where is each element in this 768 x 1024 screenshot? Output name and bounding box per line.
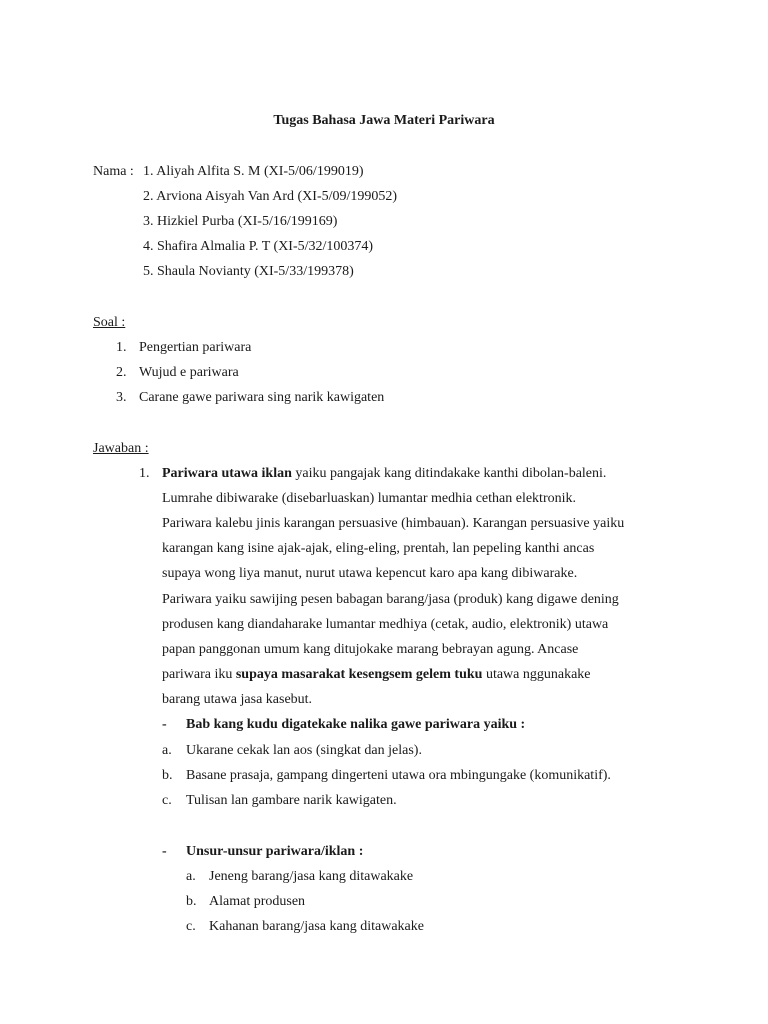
answer-line-4: karangan kang isine ajak-ajak, eling-eling, prentah, lan pepeling kanthi ancas [162,541,595,556]
member-5: 5. Shaula Novianty (XI-5/33/199378) [143,264,354,279]
unsur-letter-c: c. [186,919,196,934]
answer-term: Pariwara utawa iklan [162,466,292,481]
member-4: 4. Shafira Almalia P. T (XI-5/32/100374) [143,239,374,254]
answer-line-10: barang utawa jasa kasebut. [162,692,313,707]
members-label: Nama : [93,164,134,179]
unsur-item-c: Kahanan barang/jasa kang ditawakake [209,919,424,934]
answer-line-1 [162,465,606,483]
soal-item-1: Pengertian pariwara [139,340,252,355]
answer-line-9-post: utawa nggunakake [482,667,591,682]
bab-letter-a: a. [162,743,172,758]
bab-letter-b: b. [162,768,173,783]
soal-item-2: Wujud e pariwara [139,365,239,380]
answer-line-9 [162,666,591,684]
answer-line-8: papan panggonan umum kang ditujokake marang bebrayan agung. Ancase [162,642,579,657]
unsur-letter-a: a. [186,869,196,884]
bab-letter-c: c. [162,793,172,808]
member-2: 2. Arviona Aisyah Van Ard (XI-5/09/199052) [143,189,398,204]
unsur-heading: Unsur-unsur pariwara/iklan : [186,844,364,859]
answer-number: 1. [139,466,150,481]
bab-item-b: Basane prasaja, gampang dingerteni utawa ora mbingungake (komunikatif). [186,768,611,783]
soal-num-2: 2. [116,365,127,380]
jawaban-heading: Jawaban : [93,441,149,456]
answer-line-2: Lumrahe dibiwarake (disebarluaskan) lumantar medhia cethan elektronik. [162,491,576,506]
unsur-item-b: Alamat produsen [209,894,306,909]
bab-item-c: Tulisan lan gambare narik kawigaten. [186,793,397,808]
soal-heading: Soal : [93,315,126,330]
member-1: 1. Aliyah Alfita S. M (XI-5/06/199019) [143,164,364,179]
bab-dash: - [162,717,167,732]
answer-line-9-bold: supaya masarakat kesengsem gelem tuku [235,667,483,682]
answer-line-6: Pariwara yaiku sawijing pesen babagan barang/jasa (produk) kang digawe dening [162,592,619,607]
answer-line-1-text: yaiku pangajak kang ditindakake kanthi dibolan-baleni. [291,466,607,481]
bab-heading: Bab kang kudu digatekake nalika gawe pariwara yaiku : [186,717,526,732]
answer-line-7: produsen kang diandaharake lumantar medhiya (cetak, audio, elektronik) utawa [162,617,609,632]
unsur-dash: - [162,844,167,859]
answer-line-3: Pariwara kalebu jinis karangan persuasive (himbauan). Karangan persuasive yaiku [162,516,625,531]
soal-num-1: 1. [116,340,127,355]
answer-line-5: supaya wong liya manut, nurut utawa kepencut karo apa kang dibiwarake. [162,566,578,581]
soal-num-3: 3. [116,390,127,405]
answer-line-9-pre: pariwara iku [162,667,236,682]
unsur-item-a: Jeneng barang/jasa kang ditawakake [209,869,414,884]
bab-item-a: Ukarane cekak lan aos (singkat dan jelas). [186,743,422,758]
document-title: Tugas Bahasa Jawa Materi Pariwara [273,113,495,128]
soal-item-3: Carane gawe pariwara sing narik kawigaten [139,390,385,405]
unsur-letter-b: b. [186,894,197,909]
member-3: 3. Hizkiel Purba (XI-5/16/199169) [143,214,338,229]
